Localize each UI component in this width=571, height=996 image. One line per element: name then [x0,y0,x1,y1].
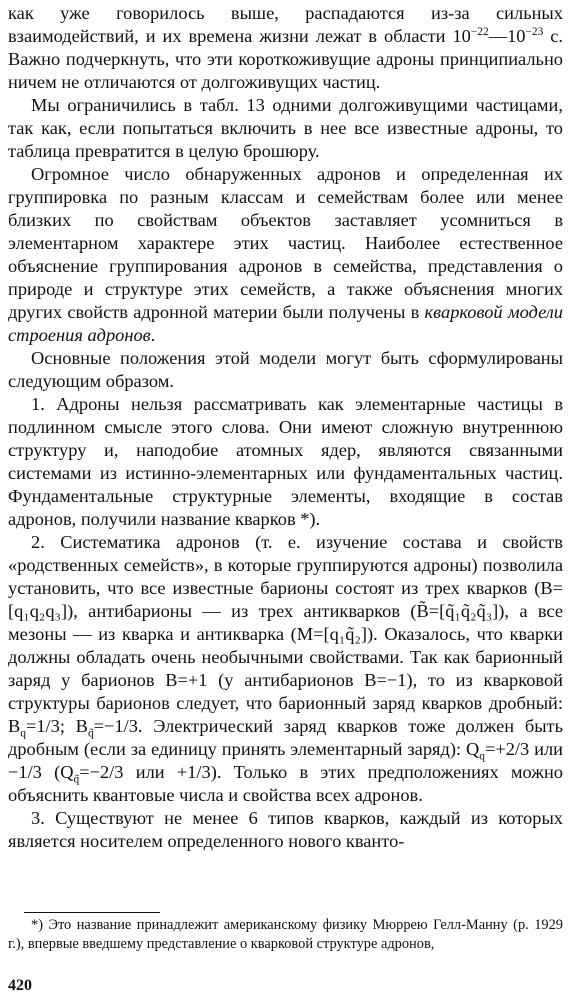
paragraph-point-1: 1. Адроны нельзя рассматривать как элементарные частицы в подлинном смысле этого слова. Они имеют сложную внутреннюю структуру и, наподобие атомных ядер, являются связанными системами из истинно-элементарных или фундаментальных частиц. Фундаментальные структурные элементы, входящие в состав адронов, получили название кварков *). [8,394,563,529]
footnote [8,916,563,954]
paragraph-continuation: как уже говорилось выше, распадаются из-за сильных взаимодействий, и их времена жизни лежат в области $10^{-22}—10^{-23}$ с. Важно подчеркнуть, что эти короткоживущие адроны принципиально ничем не отличаются от долгоживущих частиц. [8,3,563,92]
paragraph-point-3: 3. Существуют не менее 6 типов кварков, каждый из которых является носителем определенного нового кванто- [8,808,563,851]
body-text [8,2,563,853]
paragraph-hadron-grouping: Огромное число обнаруженных адронов и определенная их группировка по разным классам и семействам более или менее близких по свойствам объектов заставляет усомниться в элементарном характере этих частиц. Наиболее естественное объяснение группирования адронов в семейства, представления о природе и структуре этих семейств, а также объяснения многих других свойств адронной материи были получены в кварковой модели строения адронов. [8,164,564,345]
paragraph-point-2: 2. Систематика адронов (т. е. изучение состава и свойств «родственных семейств», в которые группируются адроны) позволила установить, что все известные барионы состоят из трех кварков (B=[q₁q₂q₃]), антибарионы — из трех антикварков (B̃=[q̃₁q̃₂q̃₃]), а все мезоны — из кварка и антикварка (M=[q₁q̃₂]). Оказалось, что кварки должны обладать очень необычными свойствами. Так как барионный заряд у барионов B=+1 (у антибарионов B=−1), то из кварковой структуры барионов следует, что барионный заряд кварков дробный: $B_q=1/3$; $B_{q̃}=-1/3$. Электрический заряд кварков тоже должен быть дробным (если за единицу принять элементарный заряд): $Q_q=+2/3$ или −1/3 ($Q_{q̃}=-2/3$ или +1/3). Только в этих предположениях можно объяснить квантовые числа и свойства всех адронов. [8,532,564,805]
footnote-text: *) Это название принадлежит американскому физику Мюррею Гелл-Манну (р. 1929 г.), впервые введшему представление о кварковой структуре адронов, [8,917,563,952]
page-number: 420 [8,977,32,994]
paragraph-table-note: Мы ограничились в табл. 13 одними долгоживущими частицами, так как, если попытаться включить в нее все известные адроны, то таблица превратится в целую брошюру. [8,95,563,161]
paragraph-model-intro: Основные положения этой модели могут быть сформулированы следующим образом. [8,348,563,391]
emphasis-quark-model: кварковой модели строения адронов [8,302,564,345]
footnote-rule [24,912,160,913]
